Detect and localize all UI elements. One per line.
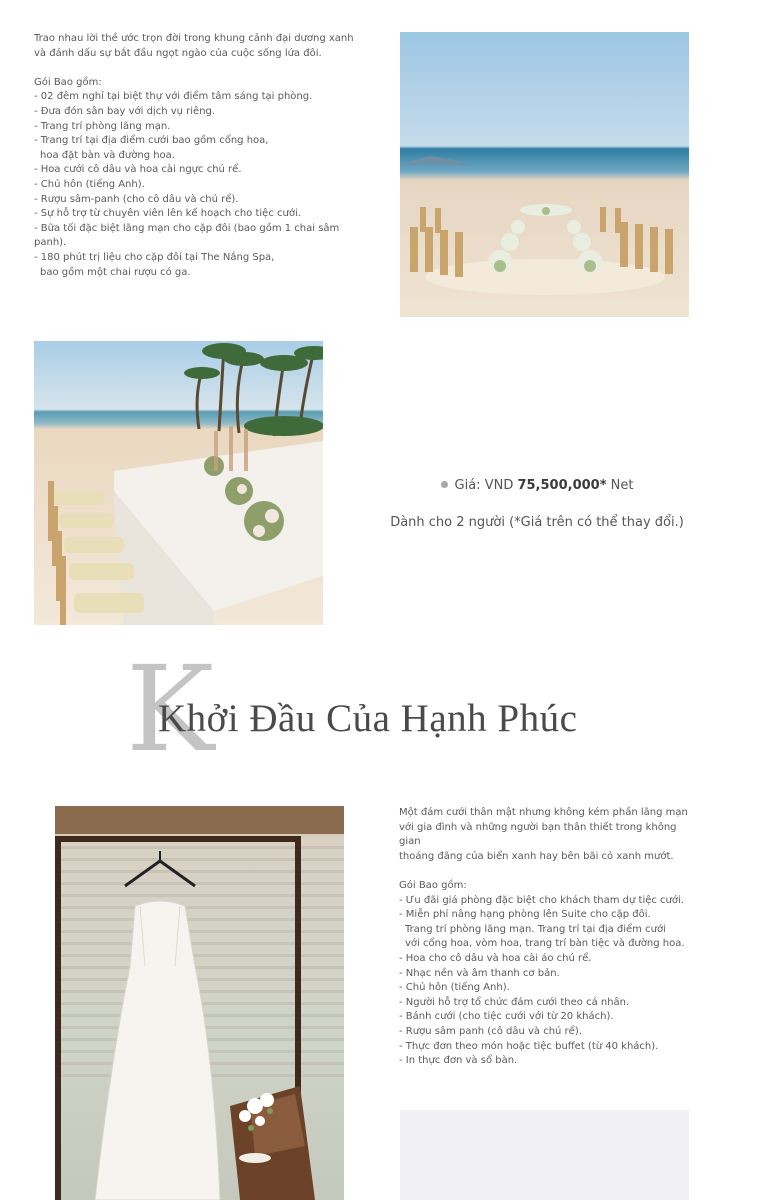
package-item: - Đưa đón sân bay với dịch vụ riêng.: [34, 105, 216, 117]
intro-text-block: [34, 32, 374, 280]
package-item: - Bánh cưới (cho tiệc cưới với từ 20 khách).: [399, 1011, 614, 1023]
package-item: - Thực đơn theo món hoặc tiệc buffet (từ 40 khách).: [399, 1040, 659, 1052]
package-item: - Ưu đãi giá phòng đặc biệt cho khách tham dự tiệc cưới.: [399, 894, 684, 906]
package-item: - Trang trí tại địa điểm cưới bao gồm cổng hoa,: [34, 135, 269, 147]
price-line: [337, 478, 737, 493]
package-item: - 180 phút trị liệu cho cặp đôi tại The Nắng Spa,: [34, 251, 275, 263]
price-amount: 75,500,000*: [517, 478, 607, 493]
desc-line: với gia đình và những người bạn thân thiết trong không gian: [399, 821, 677, 848]
package-item: Trang trí phòng lãng mạn. Trang trí tại địa điểm cưới: [405, 923, 666, 935]
package-item: - Người hỗ trợ tổ chức đám cưới theo cá nhân.: [399, 996, 630, 1008]
package-item: - Chủ hôn (tiếng Anh).: [34, 178, 145, 190]
package-item: - Hoa cưới cô dâu và hoa cài ngực chú rể.: [34, 164, 242, 176]
desc-line: thoáng đãng của biển xanh hay bên bãi cỏ xanh mướt.: [399, 850, 674, 862]
price-prefix: Giá: VND: [454, 478, 518, 493]
price-note: Dành cho 2 người (*Giá trên có thể thay đổi.): [390, 515, 684, 530]
package-title: Gói Bao gồm:: [399, 879, 467, 891]
package-item: - Trang trí phòng lãng mạn.: [34, 120, 171, 132]
intro-line: Trao nhau lời thề ước trọn đời trong khung cảnh đại dương xanh: [34, 33, 354, 44]
desc-line: Một đám cưới thân mật nhưng không kém phần lãng mạn: [399, 807, 688, 818]
package-item: với cổng hoa, vòm hoa, trang trí bàn tiệc và đường hoa.: [405, 938, 685, 950]
beach-dinner-table-image: [34, 341, 323, 625]
package-item: - Chủ hôn (tiếng Anh).: [399, 982, 510, 994]
package-item: - 02 đêm nghỉ tại biệt thự với điểm tâm sáng tại phòng.: [34, 91, 313, 103]
package-item: hoa đặt bàn và đường hoa.: [40, 149, 175, 161]
section-title: Khởi Đầu Của Hạnh Phúc: [158, 697, 578, 740]
image-placeholder: [400, 1110, 689, 1200]
bullet-dot-icon: [441, 481, 448, 488]
package-item: - Sự hỗ trợ từ chuyên viên lên kế hoạch cho tiệc cưới.: [34, 208, 301, 220]
package-item: - Nhạc nền và âm thanh cơ bản.: [399, 967, 560, 979]
intro-line: và đánh dấu sự bắt đầu ngọt ngào của cuộc sống lứa đôi.: [34, 47, 322, 59]
package-item: - In thực đơn và sổ bàn.: [399, 1055, 518, 1067]
wedding-dress-image: [55, 806, 344, 1200]
beach-ceremony-image: [400, 32, 689, 317]
price-suffix: Net: [606, 478, 634, 493]
package-item: bao gồm một chai rượu có ga.: [40, 266, 191, 278]
package-item: - Bữa tối đặc biệt lãng mạn cho cặp đôi (bao gồm 1 chai sâm panh).: [34, 222, 340, 249]
package-item: - Miễn phí nâng hạng phòng lên Suite cho cặp đôi.: [399, 909, 651, 921]
package-description-block: [399, 806, 699, 1069]
package-item: - Rượu sâm-panh (cho cô dâu và chú rể).: [34, 193, 239, 205]
package-item: - Hoa cho cô dâu và hoa cài áo chú rể.: [399, 952, 592, 964]
package-title: Gói Bao gồm:: [34, 76, 102, 88]
heading-initial-decoration: K: [126, 640, 215, 778]
package-item: - Rượu sâm panh (cô dâu và chú rể).: [399, 1025, 582, 1037]
